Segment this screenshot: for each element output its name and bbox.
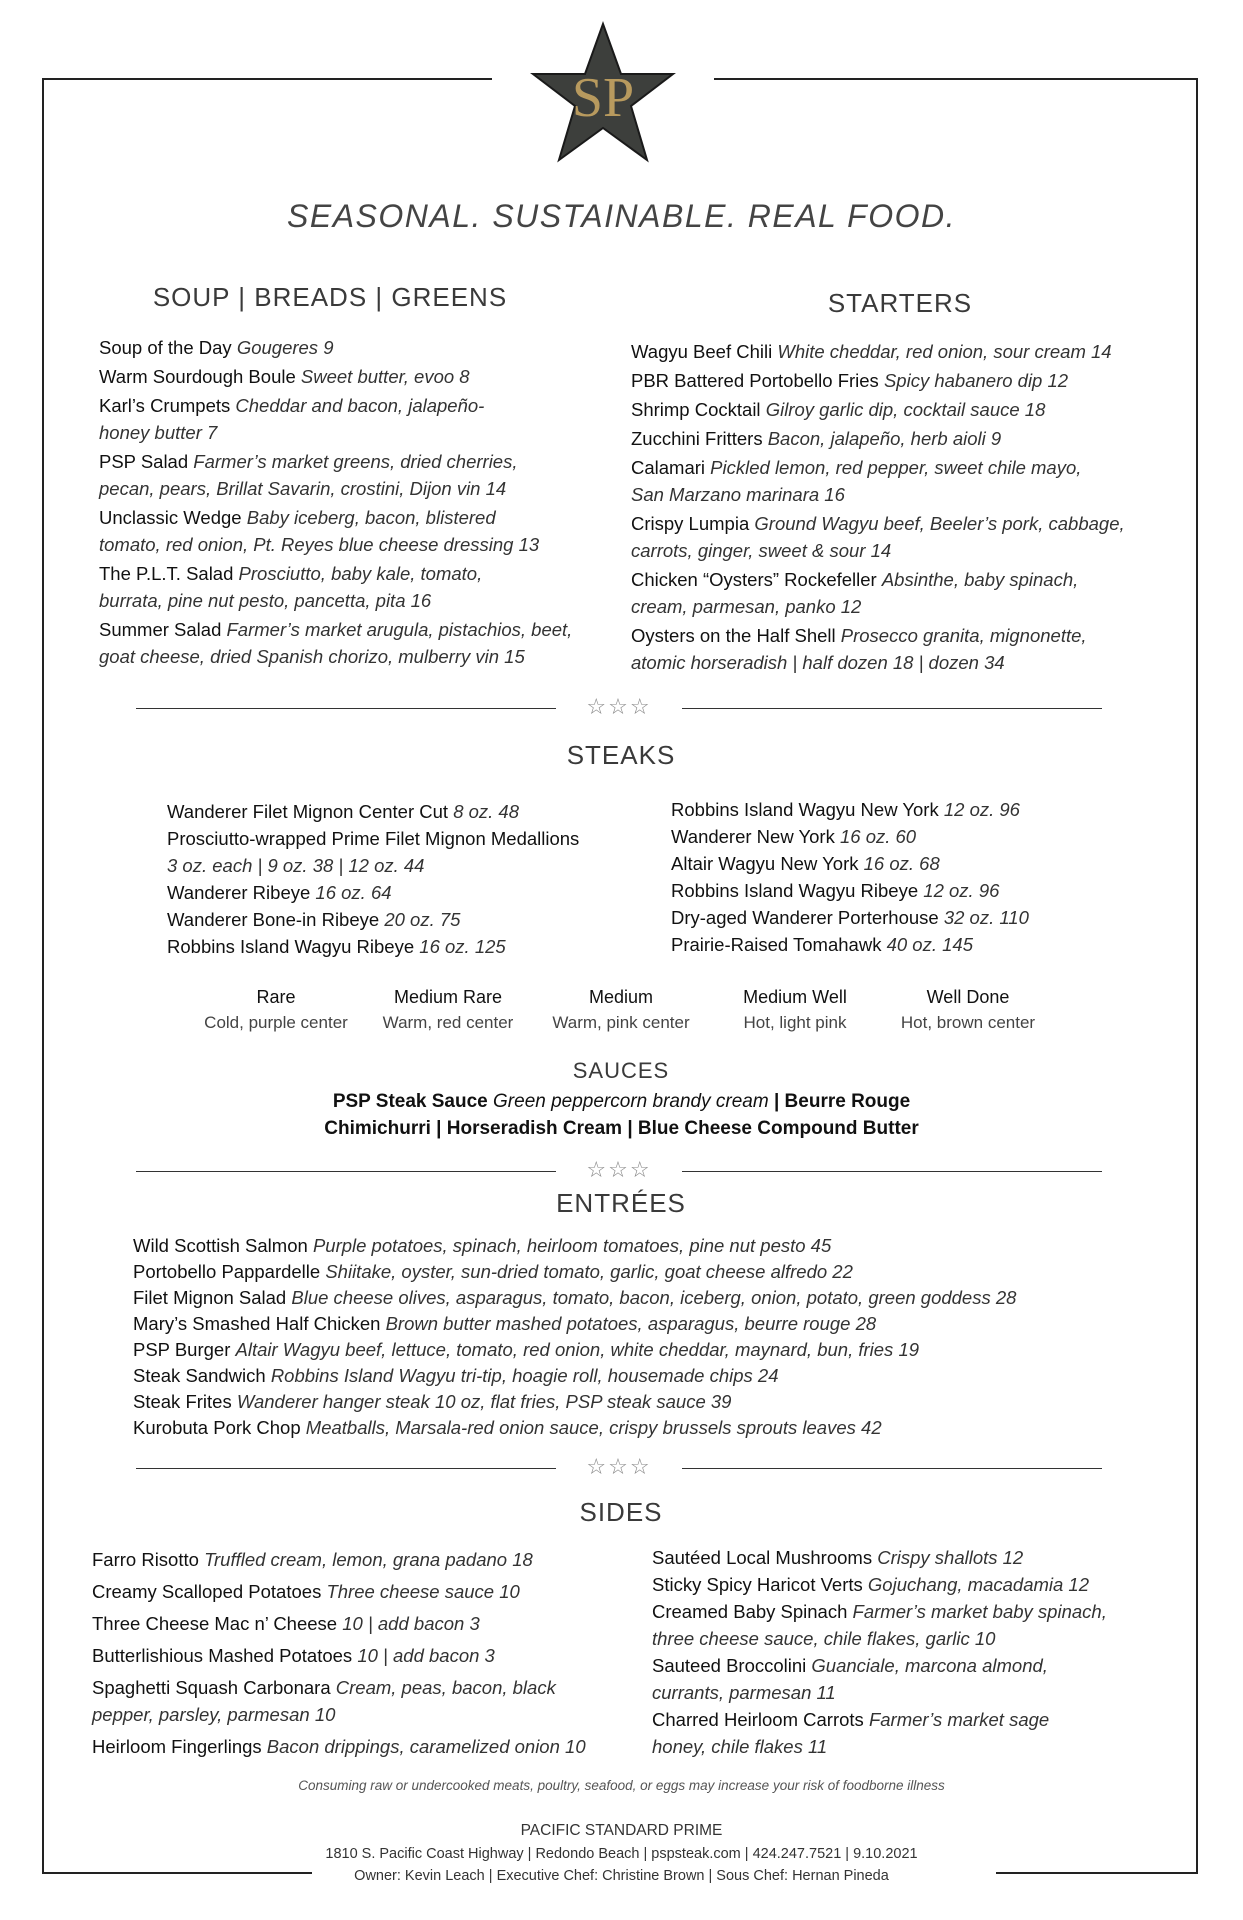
menu-item-desc: 10 | add bacon 3	[357, 1645, 495, 1666]
stars-icon: ☆☆☆	[586, 694, 652, 719]
menu-item-desc: Baby iceberg, bacon, blistered	[246, 507, 496, 528]
menu-item-name: Wanderer New York	[671, 826, 835, 847]
menu-item-desc: Cheddar and bacon, jalapeño-	[235, 395, 485, 416]
menu-item	[631, 454, 1081, 508]
doneness-name: Medium Rare	[393, 987, 503, 1007]
menu-item-name: Crispy Lumpia	[631, 513, 750, 534]
divider-line	[136, 708, 556, 709]
disclaimer: Consuming raw or undercooked meats, poultry, seafood, or eggs may increase your risk of foodborne illness	[298, 1778, 945, 1793]
soup-heading: SOUP | BREADS | GREENS	[152, 282, 508, 312]
menu-item-desc: Shiitake, oyster, sun-dried tomato, garlic, goat cheese alfredo 22	[325, 1261, 853, 1282]
menu-item-name: Warm Sourdough Boule	[99, 366, 296, 387]
menu-item-name: Robbins Island Wagyu New York	[671, 799, 939, 820]
menu-item-name: Wagyu Beef Chili	[631, 341, 773, 362]
menu-item-name: Charred Heirloom Carrots	[652, 1709, 864, 1730]
doneness-name: Rare	[256, 987, 296, 1007]
menu-item-name: Mary’s Smashed Half Chicken	[133, 1313, 381, 1334]
menu-item-desc: Gilroy garlic dip, cocktail sauce 18	[765, 399, 1046, 420]
menu-item-name: Steak Frites	[133, 1391, 232, 1412]
menu-item-desc: Purple potatoes, spinach, heirloom tomatoes, pine nut pesto 45	[312, 1235, 832, 1256]
menu-item	[99, 560, 482, 614]
doneness-desc: Cold, purple center	[204, 1013, 348, 1032]
menu-item-desc: Gougeres 9	[236, 337, 334, 358]
menu-item	[671, 823, 916, 850]
star-logo-icon	[529, 20, 677, 168]
entrees-heading: ENTRÉES	[556, 1188, 686, 1218]
menu-item-desc-cont: atomic horseradish | half dozen 18 | dozen 34	[631, 652, 1005, 673]
divider-line	[136, 1468, 556, 1469]
menu-item	[167, 906, 460, 933]
steaks-heading: STEAKS	[566, 740, 676, 770]
divider-line	[682, 1171, 1102, 1172]
divider-line	[136, 1171, 556, 1172]
menu-item-desc: Farmer’s market baby spinach,	[852, 1601, 1107, 1622]
menu-item-desc-cont: carrots, ginger, sweet & sour 14	[631, 540, 892, 561]
stars-icon: ☆☆☆	[586, 1157, 652, 1182]
menu-item	[133, 1232, 831, 1259]
frame-right	[1196, 78, 1198, 1874]
menu-item-desc: 8 oz. 48	[453, 801, 520, 822]
menu-item-name: Zucchini Fritters	[631, 428, 763, 449]
menu-item	[631, 396, 1045, 423]
menu-item	[133, 1258, 853, 1285]
menu-item	[631, 566, 1078, 620]
menu-item-desc: Blue cheese olives, asparagus, tomato, bacon, iceberg, onion, potato, green goddess 28	[291, 1287, 1017, 1308]
menu-item-desc-cont: tomato, red onion, Pt. Reyes blue cheese dressing 13	[99, 534, 540, 555]
menu-item	[99, 616, 572, 670]
doneness-level	[363, 984, 533, 1036]
menu-item-desc-cont: San Marzano marinara 16	[631, 484, 845, 505]
menu-item-name: Altair Wagyu New York	[671, 853, 859, 874]
menu-item	[133, 1284, 1016, 1311]
sauces-line-1	[0, 1088, 1243, 1115]
restaurant-name: PACIFIC STANDARD PRIME	[520, 1822, 723, 1839]
menu-item	[671, 931, 973, 958]
menu-item-name: Oysters on the Half Shell	[631, 625, 836, 646]
menu-item-name: Karl’s Crumpets	[99, 395, 231, 416]
menu-item-desc: Guanciale, marcona almond,	[811, 1655, 1048, 1676]
menu-item	[652, 1652, 1048, 1706]
doneness-desc: Hot, brown center	[900, 1013, 1036, 1032]
menu-item	[133, 1336, 919, 1363]
menu-item-name: Soup of the Day	[99, 337, 232, 358]
sauces-heading: SAUCES	[572, 1058, 670, 1083]
menu-item-desc: Crispy shallots 12	[877, 1547, 1024, 1568]
menu-item-desc: Pickled lemon, red pepper, sweet chile mayo,	[710, 457, 1082, 478]
menu-item-name: Summer Salad	[99, 619, 222, 640]
menu-item-desc: 16 oz. 68	[863, 853, 940, 874]
menu-item-desc: Robbins Island Wagyu tri-tip, hoagie roll, housemade chips 24	[270, 1365, 779, 1386]
menu-item-name: Spaghetti Squash Carbonara	[92, 1677, 331, 1698]
menu-item	[631, 425, 1001, 452]
frame-top-right	[714, 78, 1198, 80]
menu-item-name: Filet Mignon Salad	[133, 1287, 287, 1308]
menu-item-desc: Gojuchang, macadamia 12	[867, 1574, 1090, 1595]
menu-item-name: Butterlishious Mashed Potatoes	[92, 1645, 353, 1666]
menu-item	[99, 448, 517, 502]
menu-item	[652, 1544, 1023, 1571]
menu-item	[133, 1310, 876, 1337]
menu-item-name: Wanderer Bone-in Ribeye	[167, 909, 380, 930]
sauce-rest: | Beurre Rouge	[773, 1091, 911, 1112]
menu-item-desc: Ground Wagyu beef, Beeler’s pork, cabbage,	[754, 513, 1125, 534]
menu-item-desc: Farmer’s market greens, dried cherries,	[193, 451, 518, 472]
doneness-desc: Warm, pink center	[552, 1013, 690, 1032]
menu-item-desc: 12 oz. 96	[923, 880, 1000, 901]
starters-heading: STARTERS	[827, 288, 973, 318]
menu-item	[92, 1674, 556, 1728]
menu-item-name: Sticky Spicy Haricot Verts	[652, 1574, 863, 1595]
sides-heading: SIDES	[579, 1497, 663, 1527]
menu-item-desc: Meatballs, Marsala-red onion sauce, crispy brussels sprouts leaves 42	[305, 1417, 882, 1438]
menu-item-desc: Three cheese sauce 10	[326, 1581, 520, 1602]
menu-item	[133, 1388, 731, 1415]
menu-item	[652, 1706, 1049, 1760]
menu-item-desc: Bacon, jalapeño, herb aioli 9	[767, 428, 1002, 449]
menu-item	[631, 622, 1087, 676]
menu-item-name: Wild Scottish Salmon	[133, 1235, 308, 1256]
menu-item-name: Dry-aged Wanderer Porterhouse	[671, 907, 939, 928]
doneness-desc: Hot, light pink	[743, 1013, 847, 1032]
menu-item	[631, 367, 1068, 394]
menu-item-desc: 16 oz. 125	[419, 936, 506, 957]
menu-item-desc: 32 oz. 110	[943, 907, 1029, 928]
doneness-name: Medium	[588, 987, 654, 1007]
menu-item-name: Portobello Pappardelle	[133, 1261, 321, 1282]
menu-item	[652, 1598, 1107, 1652]
restaurant-staff: Owner: Kevin Leach | Executive Chef: Christine Brown | Sous Chef: Hernan Pineda	[354, 1868, 889, 1884]
menu-item-desc: Farmer’s market arugula, pistachios, beet,	[226, 619, 573, 640]
sauce-name: PSP Steak Sauce	[332, 1091, 488, 1112]
menu-item	[671, 904, 1029, 931]
menu-item-desc-cont: 3 oz. each | 9 oz. 38 | 12 oz. 44	[167, 855, 425, 876]
menu-item	[671, 850, 940, 877]
tagline: SEASONAL. SUSTAINABLE. REAL FOOD.	[287, 198, 956, 234]
menu-item-desc-cont: pepper, parsley, parmesan 10	[92, 1704, 336, 1725]
menu-item	[99, 392, 484, 446]
menu-item-desc: Prosecco granita, mignonette,	[840, 625, 1087, 646]
menu-item	[133, 1362, 778, 1389]
menu-item-name: Kurobuta Pork Chop	[133, 1417, 301, 1438]
menu-item-name: Steak Sandwich	[133, 1365, 266, 1386]
menu-item-desc: Altair Wagyu beef, lettuce, tomato, red onion, white cheddar, maynard, bun, fries 19	[235, 1339, 920, 1360]
menu-item	[652, 1571, 1089, 1598]
menu-item-name: PSP Burger	[133, 1339, 231, 1360]
menu-item	[133, 1414, 882, 1441]
menu-item-name: Unclassic Wedge	[99, 507, 242, 528]
menu-item	[631, 510, 1125, 564]
menu-item-name: Robbins Island Wagyu Ribeye	[167, 936, 415, 957]
menu-item-desc: Truffled cream, lemon, grana padano 18	[204, 1549, 533, 1570]
menu-item-name: Chicken “Oysters” Rockefeller	[631, 569, 877, 590]
doneness-level	[536, 984, 706, 1036]
menu-item-desc: Brown butter mashed potatoes, asparagus, beurre rouge 28	[385, 1313, 877, 1334]
menu-item	[671, 796, 1020, 823]
menu-item	[92, 1642, 495, 1669]
menu-item-desc: Wanderer hanger steak 10 oz, flat fries, PSP steak sauce 39	[236, 1391, 732, 1412]
doneness-desc: Warm, red center	[382, 1013, 514, 1032]
stars-icon: ☆☆☆	[586, 1454, 652, 1479]
menu-item-name: PSP Salad	[99, 451, 189, 472]
doneness-name: Medium Well	[743, 987, 847, 1007]
menu-item-name: Heirloom Fingerlings	[92, 1736, 262, 1757]
frame-top-left	[42, 78, 492, 80]
sauce-desc: Green peppercorn brandy cream	[493, 1091, 769, 1112]
menu-item-desc: 10 | add bacon 3	[342, 1613, 480, 1634]
menu-item-desc-cont: burrata, pine nut pesto, pancetta, pita 16	[99, 590, 432, 611]
menu-item-desc: 12 oz. 96	[943, 799, 1020, 820]
menu-item-desc-cont: cream, parmesan, panko 12	[631, 596, 862, 617]
divider-line	[682, 1468, 1102, 1469]
menu-item	[92, 1578, 520, 1605]
menu-item	[99, 334, 334, 361]
menu-item	[671, 877, 999, 904]
menu-item-desc-cont: three cheese sauce, chile flakes, garlic 10	[652, 1628, 996, 1649]
menu-item-name: Wanderer Filet Mignon Center Cut	[167, 801, 449, 822]
menu-item-name: Robbins Island Wagyu Ribeye	[671, 880, 919, 901]
menu-item-desc: Absinthe, baby spinach,	[881, 569, 1079, 590]
menu-item	[167, 825, 579, 879]
menu-item-desc-cont: honey, chile flakes 11	[652, 1736, 828, 1757]
menu-item-desc: Prosciutto, baby kale, tomato,	[238, 563, 483, 584]
menu-item-desc: White cheddar, red onion, sour cream 14	[777, 341, 1112, 362]
menu-item-desc: Bacon drippings, caramelized onion 10	[266, 1736, 586, 1757]
menu-item-name: Shrimp Cocktail	[631, 399, 761, 420]
menu-item-desc: Farmer’s market sage	[868, 1709, 1050, 1730]
menu-item-desc: 16 oz. 60	[839, 826, 917, 847]
menu-item-name: PBR Battered Portobello Fries	[631, 370, 879, 391]
menu-item-name: Creamy Scalloped Potatoes	[92, 1581, 322, 1602]
menu-item-name: Creamed Baby Spinach	[652, 1601, 848, 1622]
menu-item-desc: Sweet butter, evoo 8	[300, 366, 470, 387]
menu-item-desc-cont: goat cheese, dried Spanish chorizo, mulberry vin 15	[99, 646, 525, 667]
menu-item-desc-cont: pecan, pears, Brillat Savarin, crostini, Dijon vin 14	[99, 478, 507, 499]
menu-item	[92, 1610, 480, 1637]
menu-item-name: Sauteed Broccolini	[652, 1655, 807, 1676]
menu-item-desc: 16 oz. 64	[315, 882, 392, 903]
menu-item-name: Prosciutto-wrapped Prime Filet Mignon Medallions	[167, 828, 580, 849]
logo-letters: SP	[571, 67, 635, 129]
menu-item-name: The P.L.T. Salad	[99, 563, 234, 584]
menu-item-desc: Spicy habanero dip 12	[883, 370, 1069, 391]
doneness-name: Well Done	[926, 987, 1010, 1007]
menu-item	[631, 338, 1112, 365]
menu-item	[99, 363, 470, 390]
restaurant-address: 1810 S. Pacific Coast Highway | Redondo Beach | pspsteak.com | 424.247.7521 | 9.10.2021	[325, 1846, 918, 1862]
doneness-level	[191, 984, 361, 1036]
menu-item-name: Wanderer Ribeye	[167, 882, 311, 903]
menu-item-desc: 20 oz. 75	[384, 909, 461, 930]
doneness-level	[883, 984, 1053, 1036]
menu-item-name: Prairie-Raised Tomahawk	[671, 934, 882, 955]
menu-item-desc-cont: currants, parmesan 11	[652, 1682, 836, 1703]
sauces-line-2: Chimichurri | Horseradish Cream | Blue Cheese Compound Butter	[324, 1118, 919, 1139]
menu-item	[167, 879, 392, 906]
doneness-level	[710, 984, 880, 1036]
menu-item-name: Calamari	[631, 457, 706, 478]
menu-item-desc-cont: honey butter 7	[99, 422, 218, 443]
menu-item-desc: 40 oz. 145	[886, 934, 973, 955]
menu-item	[92, 1546, 533, 1573]
menu-item-name: Three Cheese Mac n’ Cheese	[92, 1613, 338, 1634]
menu-item-name: Sautéed Local Mushrooms	[652, 1547, 873, 1568]
menu-item	[167, 933, 506, 960]
menu-item-desc: Cream, peas, bacon, black	[335, 1677, 556, 1698]
divider-line	[682, 708, 1102, 709]
menu-item	[92, 1733, 586, 1760]
menu-item-name: Farro Risotto	[92, 1549, 199, 1570]
menu-item	[167, 798, 519, 825]
menu-item	[99, 504, 539, 558]
frame-left	[42, 78, 44, 1874]
